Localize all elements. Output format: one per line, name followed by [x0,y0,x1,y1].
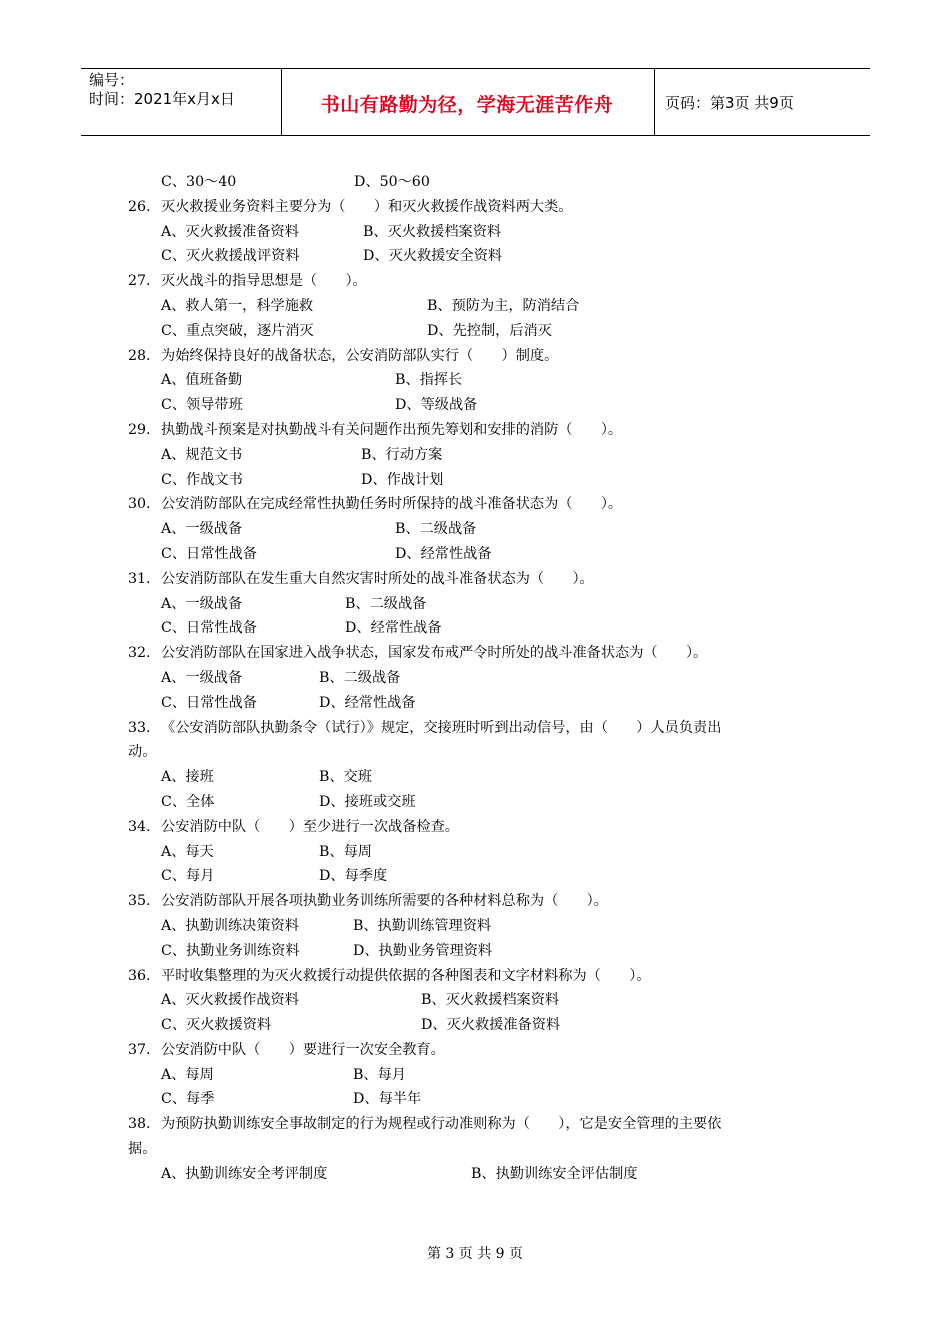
question-stem [128,964,838,989]
question-number: 26. [128,198,151,215]
answer-option: B、二级战备 [395,521,477,538]
answer-option: C、每月 [161,868,215,885]
option-row [128,592,838,617]
answer-option: D、等级战备 [395,397,478,414]
option-row [128,443,838,468]
question-number: 35. [128,893,151,910]
option-row [128,691,838,716]
header-meta [89,71,279,109]
answer-option: C、每季 [161,1091,215,1108]
option-row [128,220,838,245]
answer-option: D、灭火救援安全资料 [363,248,503,265]
answer-option: B、交班 [319,769,372,786]
option-row [128,1087,838,1112]
question-stem [128,269,838,294]
question-number: 32. [128,645,151,662]
answer-option: A、规范文书 [161,446,243,463]
question-stem [128,418,838,443]
question-text: 平时收集整理的为灭火救援行动提供依据的各种图表和文字材料称为（ ）。 [161,967,651,984]
answer-option: D、接班或交班 [319,793,416,810]
answer-option: B、灭火救援档案资料 [363,223,502,240]
option-row [128,319,838,344]
answer-option: A、一级战备 [161,521,243,538]
question-text: 为始终保持良好的战备状态，公安消防部队实行（ ）制度。 [161,347,559,364]
answer-option: B、指挥长 [395,372,463,389]
header-page-info: 页码：第3页 共9页 [665,94,794,112]
question-text: 灭火战斗的指导思想是（ ）。 [161,273,367,290]
option-row [128,368,838,393]
answer-option: C、日常性战备 [161,545,257,562]
document-date: 时间：2021年x月x日 [89,90,235,108]
question-text: 公安消防部队在国家进入战争状态，国家发布戒严令时所处的战斗准备状态为（ ）。 [161,645,708,662]
question-text: 为预防执勤训练安全事故制定的行为规程或行动准则称为（ ），它是安全管理的主要依 [161,1116,722,1133]
question-stem [128,815,838,840]
question-number: 36. [128,967,151,984]
answer-option: C、领导带班 [161,397,243,414]
answer-option: A、每天 [161,843,214,860]
question-stem [128,567,838,592]
answer-option: A、执勤训练安全考评制度 [161,1165,328,1182]
question-text: 公安消防中队（ ）要进行一次安全教育。 [161,1041,445,1058]
answer-option: C、执勤业务训练资料 [161,942,300,959]
option-row [128,790,838,815]
answer-option: A、救人第一，科学施救 [161,297,314,314]
question-text-continued [128,740,838,765]
answer-option: B、预防为主，防消结合 [427,297,580,314]
question-number: 28. [128,347,151,364]
question-stem [128,344,838,369]
question-text: 公安消防部队开展各项执勤业务训练所需要的各种材料总称为（ ）。 [161,893,608,910]
answer-option: B、每周 [319,843,372,860]
answer-option: A、一级战备 [161,669,243,686]
option-row [128,542,838,567]
answer-option: A、每周 [161,1066,214,1083]
question-stem [128,641,838,666]
question-number: 27. [128,273,151,290]
document-number-label: 编号： [89,71,135,89]
answer-option: C、重点突破，逐片消灭 [161,322,314,339]
question-text: 执勤战斗预案是对执勤战斗有关问题作出预先筹划和安排的消防（ ）。 [161,421,623,438]
question-text-continuation: 动。 [128,744,157,761]
option-row [128,468,838,493]
question-list [128,170,838,1187]
question-number: 33. [128,719,151,736]
question-stem [128,1112,838,1137]
option-row [128,840,838,865]
answer-option: B、每月 [353,1066,406,1083]
question-number: 34. [128,818,151,835]
answer-option: D、每半年 [353,1091,422,1108]
question-number: 31. [128,570,151,587]
answer-option: C、30～40 [161,174,237,190]
question-stem [128,889,838,914]
option-row [128,914,838,939]
answer-option: C、日常性战备 [161,694,257,711]
question-number: 29. [128,421,151,438]
answer-option: B、灭火救援档案资料 [421,992,560,1009]
answer-option: D、灭火救援准备资料 [421,1017,561,1034]
option-row [128,1013,838,1038]
question-stem [128,492,838,517]
question-text: 公安消防部队在完成经常性执勤任务时所保持的战斗准备状态为（ ）。 [161,496,623,513]
answer-option: D、每季度 [319,868,388,885]
option-row [128,616,838,641]
page-footer: 第 3 页 共 9 页 [426,1246,524,1262]
answer-option: C、灭火救援资料 [161,1017,272,1034]
option-row [128,244,838,269]
answer-option: A、一级战备 [161,595,243,612]
option-row [128,294,838,319]
option-row [128,517,838,542]
answer-option: D、经常性战备 [345,620,442,637]
header-top-rule [81,68,870,69]
answer-option: A、灭火救援准备资料 [161,223,299,240]
option-row [128,666,838,691]
answer-option: D、执勤业务管理资料 [353,942,493,959]
answer-option: B、行动方案 [361,446,443,463]
question-text: 《公安消防部队执勤条令（试行）》规定，交接班时听到出动信号，由（ ）人员负责出 [161,719,722,736]
option-row [128,988,838,1013]
option-row [128,393,838,418]
answer-option: D、先控制，后消灭 [427,322,552,339]
question-stem [128,716,838,741]
question-number: 30. [128,496,151,513]
question-text: 公安消防中队（ ）至少进行一次战备检查。 [161,818,459,835]
option-row [128,170,838,195]
option-row [128,1162,838,1187]
answer-option: D、50～60 [354,174,430,190]
answer-option: C、灭火救援战评资料 [161,248,300,265]
answer-option: A、接班 [161,769,214,786]
answer-option: B、二级战备 [319,669,401,686]
answer-option: D、经常性战备 [395,545,492,562]
question-stem [128,1038,838,1063]
question-number: 37. [128,1041,151,1058]
answer-option: B、执勤训练安全评估制度 [471,1165,638,1182]
question-text-continuation: 据。 [128,1141,157,1158]
question-text: 公安消防部队在发生重大自然灾害时所处的战斗准备状态为（ ）。 [161,570,594,587]
answer-option: C、作战文书 [161,471,243,488]
answer-option: C、全体 [161,793,215,810]
question-number: 38. [128,1116,151,1133]
answer-option: B、二级战备 [345,595,427,612]
answer-option: D、作战计划 [361,471,444,488]
header-bottom-rule [81,135,870,136]
header-divider-right [654,68,655,136]
answer-option: A、灭火救援作战资料 [161,992,299,1009]
question-text: 灭火救援业务资料主要分为（ ）和灭火救援作战资料两大类。 [161,198,573,215]
answer-option: A、值班备勤 [161,372,243,389]
option-row [128,1063,838,1088]
question-text-continued [128,1137,838,1162]
answer-option: A、执勤训练决策资料 [161,917,299,934]
answer-option: C、日常性战备 [161,620,257,637]
option-row [128,765,838,790]
header-motto: 书山有路勤为径，学海无涯苦作舟 [320,94,614,116]
question-stem [128,195,838,220]
option-row [128,939,838,964]
answer-option: B、执勤训练管理资料 [353,917,492,934]
answer-option: D、经常性战备 [319,694,416,711]
option-row [128,864,838,889]
page-header [81,68,870,136]
